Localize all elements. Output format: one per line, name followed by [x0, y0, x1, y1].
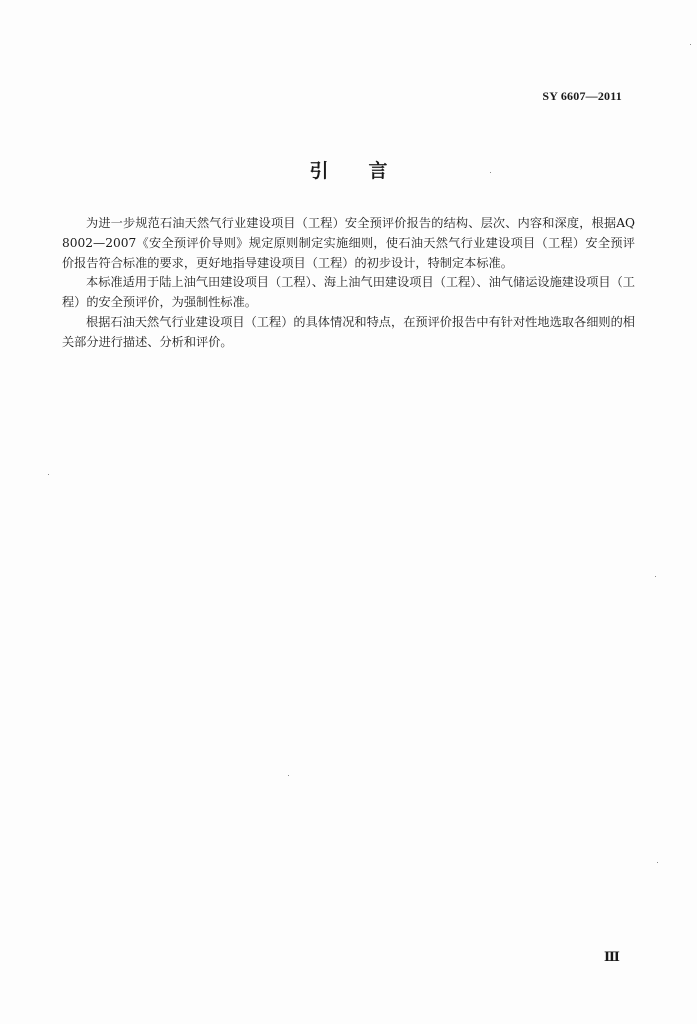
- paragraph-purpose: 为进一步规范石油天然气行业建设项目（工程）安全预评价报告的结构、层次、内容和深度，根据AQ 8002—2007《安全预评价导则》规定原则制定实施细则，使石油天然气行业建设项目（工程）安全预评价报告符合标准的要求，更好地指导建设项目（工程）的初步设计，特制定本标准。: [62, 216, 635, 270]
- page-number: Ⅲ: [604, 949, 620, 964]
- scan-speck: [690, 44, 691, 45]
- scan-speck: [657, 862, 658, 863]
- standard-code: SY 6607—2011: [542, 89, 622, 103]
- scan-speck: [48, 474, 49, 475]
- body-text: [62, 214, 635, 353]
- scan-speck: [655, 576, 656, 577]
- paragraph-application: 根据石油天然气行业建设项目（工程）的具体情况和特点，在预评价报告中有针对性地选取各细则的相关部分进行描述、分析和评价。: [62, 314, 635, 349]
- scan-speck: [490, 172, 491, 173]
- paragraph-scope: 本标准适用于陆上油气田建设项目（工程）、海上油气田建设项目（工程）、油气储运设施建设项目（工程）的安全预评价，为强制性标准。: [62, 275, 635, 310]
- page-title: 引言: [309, 160, 428, 182]
- scan-speck: [288, 775, 289, 776]
